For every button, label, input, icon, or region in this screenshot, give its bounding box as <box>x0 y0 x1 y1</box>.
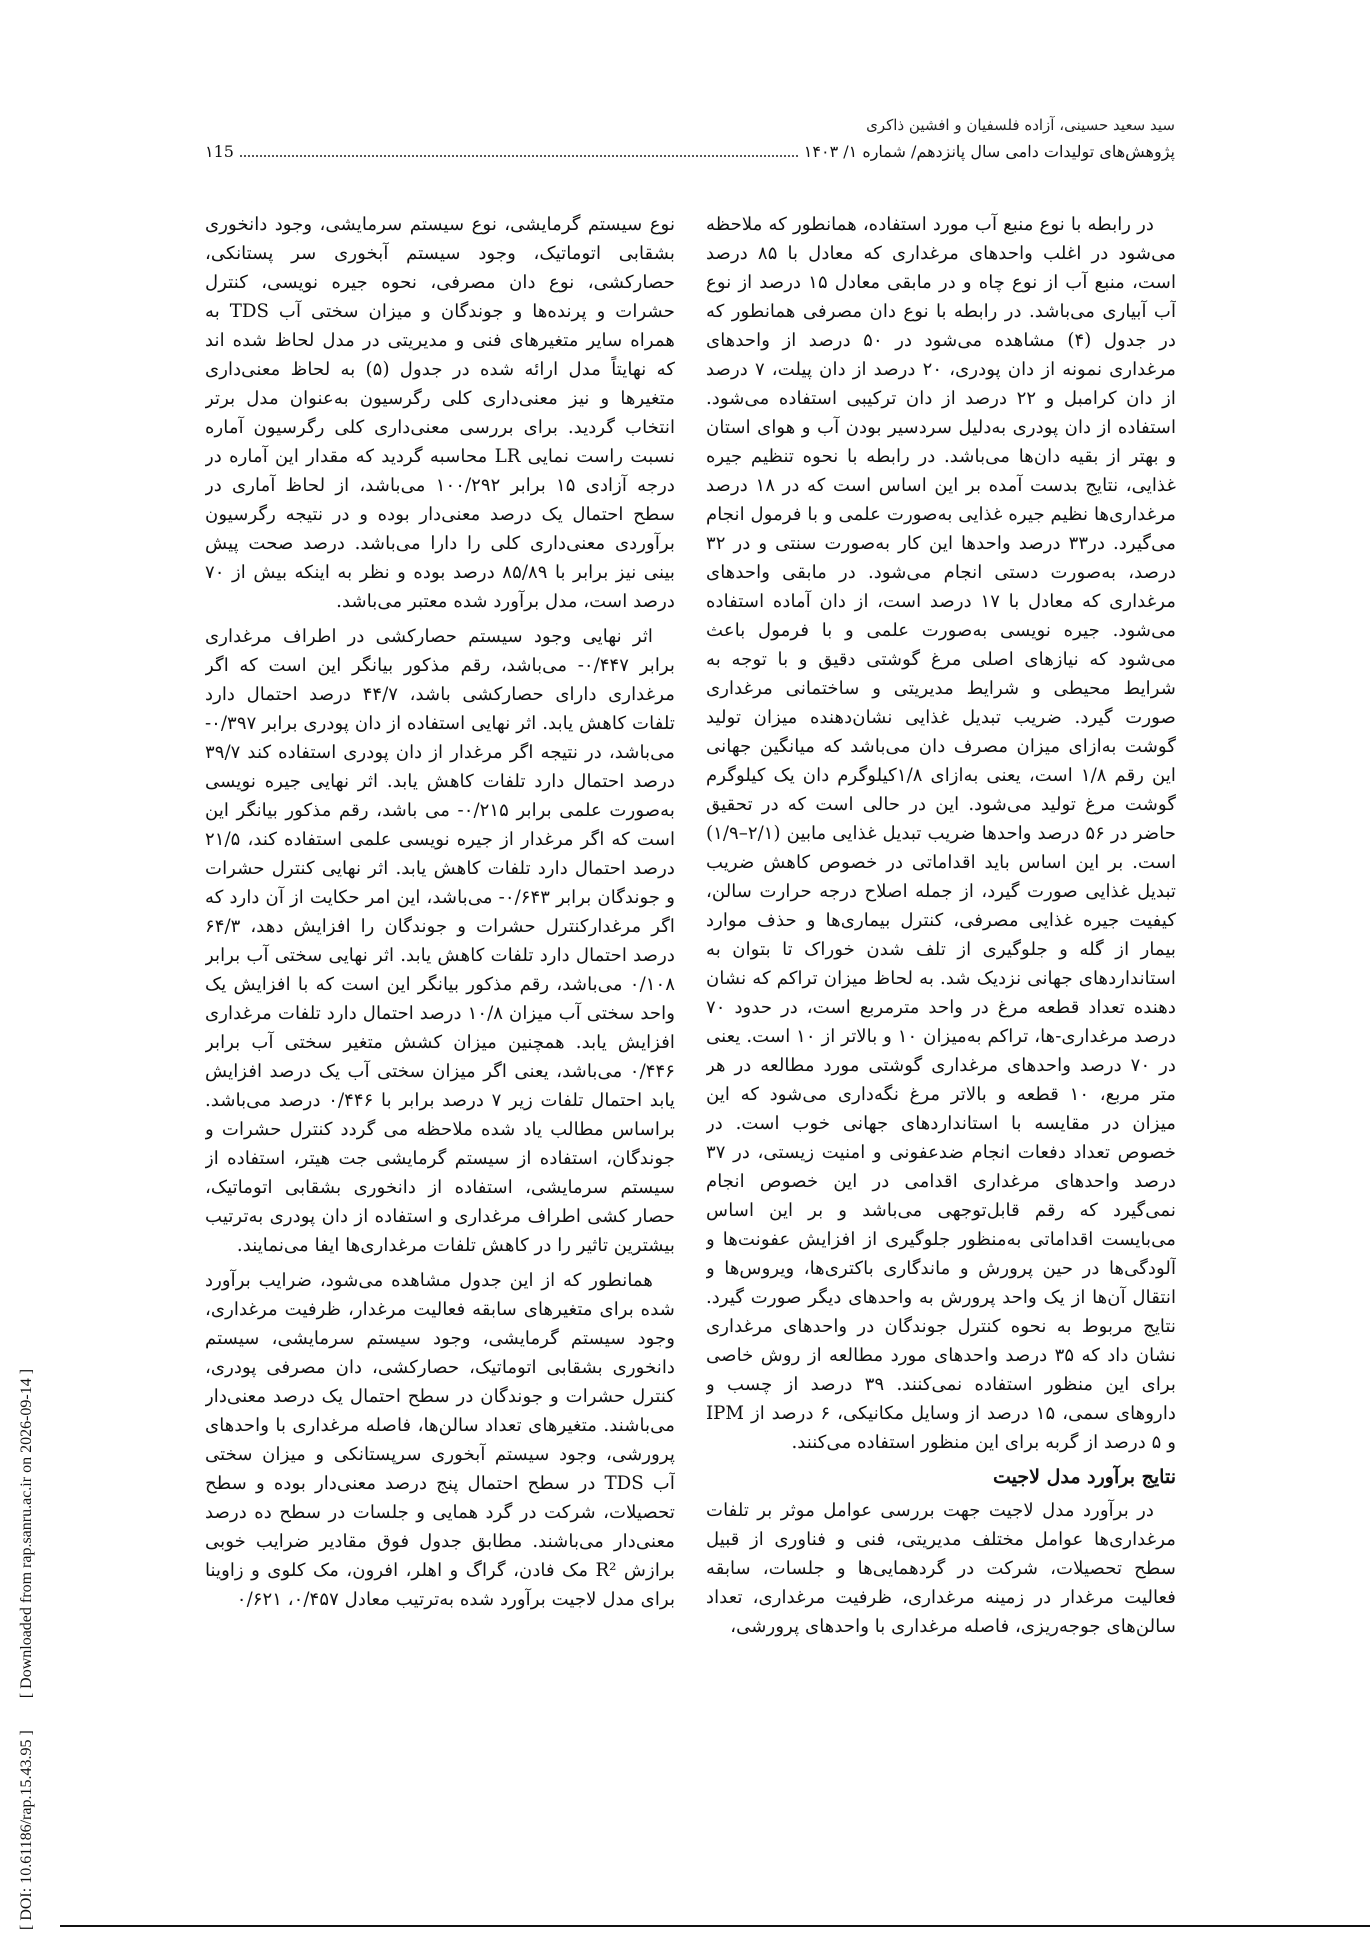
footer-rule <box>60 1925 1370 1927</box>
download-note: [ Downloaded from rap.sanru.ac.ir on 2026-09-14 ] <box>18 1368 35 1699</box>
leader-dots <box>240 155 798 157</box>
running-head-journal: پژوهش‌های تولیدات دامی سال پانزدهم/ شماره ۱/ ۱۴۰۳ <box>803 142 1175 161</box>
section-heading: نتایج برآورد مدل لاجیت <box>993 1466 1176 1488</box>
side-watermark <box>18 1341 36 1930</box>
body-paragraph: در رابطه با نوع منبع آب مورد استفاده، همانطور که ملاحظه می‌شود در اغلب واحدهای مرغداری که معادل با ۸۵ درصد است، منبع آب از نوع چاه و در مابقی معادل ۱۵ درصد از نوع آب آبیاری می‌باشد. در رابطه با نوع دان مصرفی همانطور که در جدول (۴) مشاهده می‌شود در ۵۰ درصد از واحدهای مرغداری نمونه از دان پودری، ۲۰ درصد از دان پیلت، ۷ درصد از دان کرامبل و ۲۲ درصد از دان ترکیبی استفاده می‌شود. استفاده از دان پودری به‌دلیل سردسیر بودن آب و هوای استان و بهتر از بقیه دان‌ها می‌باشد. در رابطه با نحوه تنظیم جیره غذایی، نتایج بدست آمده بر این اساس است که در ۱۸ درصد مرغداری‌ها نظیم جیره غذایی به‌صورت علمی و با فرمول انجام می‌گیرد. در۳۳ درصد واحدها این کار به‌صورت سنتی و در ۳۲ درصد، به‌صورت دستی انجام می‌شود. در مابقی واحدهای مرغداری که معادل با ۱۷ درصد است، از دان آماده استفاده می‌شود. جیره نویسی به‌صورت علمی و با فرمول باعث می‌شود که نیازهای اصلی مرغ گوشتی دقیق و با توجه به شرایط محیطی و شرایط مدیریتی و ساختمانی مرغداری صورت گیرد. ضریب تبدیل غذایی نشان‌دهنده میزان تولید گوشت به‌ازای میزان مصرف دان می‌باشد که میانگین جهانی این رقم ۱/۸ است، یعنی به‌ازای ۱/۸کیلوگرم دان یک کیلوگرم گوشت مرغ تولید می‌شود. این در حالی است که در تحقیق حاضر در ۵۶ درصد واحدها ضریب تبدیل غذایی مابین (۲/۱–۱/۹) است. بر این اساس باید اقداماتی در خصوص کاهش ضریب تبدیل غذایی صورت گیرد، از جمله اصلاح درجه حرارت سالن، کیفیت جیره غذایی مصرفی، کنترل بیماری‌ها و حذف موارد بیمار از گله و جلوگیری از تلف شدن خوراک تا بتوان به استانداردهای جهانی نزدیک شد. به لحاظ میزان تراکم که نشان دهنده تعداد قطعه مرغ در واحد مترمربع است، در حدود ۷۰ درصد مرغداری-ها، تراکم به‌میزان ۱۰ و بالاتر از ۱۰ است. یعنی در ۷۰ درصد واحدهای مرغداری گوشتی مورد مطالعه در هر متر مربع، ۱۰ قطعه و بالاتر مرغ نگه‌داری می‌شود که این میزان در مقایسه با استانداردهای جهانی خوب است. در خصوص تعداد دفعات انجام ضدعفونی و امنیت زیستی، در ۳۷ درصد واحدهای مرغداری اقدامی در این خصوص انجام نمی‌گیرد که رقم قابل‌توجهی می‌باشد و بر این اساس می‌بایست اقداماتی به‌منظور جلوگیری از افزایش عفونت‌ها و آلودگی‌ها در حین پرورش و ماندگاری باکتری‌ها، ویروس‌ها و انتقال آن‌ها از یک واحد پرورش به واحدهای دیگر صورت گیرد. نتایج مربوط به نحوه کنترل جوندگان در واحدهای مرغداری نشان داد که ۳۵ درصد واحدهای مورد مطالعه از روش خاصی برای این منظور استفاده نمی‌کنند. ۳۹ درصد از چسب و داروهای سمی، ۱۵ درصد از وسایل مکانیکی، ۶ درصد از IPM و ۵ درصد از گربه برای این منظور استفاده می‌کنند. <box>706 214 1176 1453</box>
side-margin <box>0 780 60 1940</box>
doi-link[interactable]: [ DOI: 10.61186/rap.15.43.95 ] <box>18 1730 35 1930</box>
page-number: ۱15 <box>205 142 234 161</box>
body-paragraph: نوع سیستم گرمایشی، نوع سیستم سرمایشی، وجود دانخوری بشقابی اتوماتیک، وجود سیستم آبخوری سر پستانکی، حصارکشی، نوع دان مصرفی، نحوه جیره نویسی، کنترل حشرات و پرنده‌ها و جوندگان و میزان سختی آب TDS به همراه سایر متغیرهای فنی و مدیریتی در مدل لحاظ شده اند که نهایتاً مدل ارائه شده در جدول (۵) به لحاظ معنی‌داری متغیرها و نیز معنی‌داری کلی رگرسیون به‌عنوان مدل برتر انتخاب گردید. برای بررسی معنی‌داری کلی رگرسیون آماره نسبت راست نمایی LR محاسبه گردید که مقدار این آماره در درجه آزادی ۱۵ برابر ۱۰۰/۲۹۲ می‌باشد، از لحاظ آماری در سطح احتمال یک درصد معنی‌دار بوده و در نتیجه رگرسیون برآوردی معنی‌داری کلی را دارا می‌باشد. درصد صحت پیش بینی نیز برابر با ۸۵/۸۹ درصد بوده و نظر به اینکه بیش از ۷۰ درصد است، مدل برآورد شده معتبر می‌باشد. <box>205 214 675 612</box>
page-header <box>205 116 1175 162</box>
body-paragraph: در برآورد مدل لاجیت جهت بررسی عوامل موثر بر تلفات مرغداری‌ها عوامل مختلف مدیریتی، فنی و فناوری از قبیل سطح تحصیلات، شرکت در گردهمایی‌ها و جلسات، سابقه فعالیت مرغدار در زمینه مرغداری، ظرفیت مرغداری، تعداد سالن‌های جوجه‌ریزی، فاصله مرغداری با واحدهای پرورشی، <box>706 1500 1176 1637</box>
left-column <box>205 210 675 1700</box>
right-column <box>706 210 1176 1700</box>
running-head-journal-line <box>205 142 1175 162</box>
running-head-authors: سید سعید حسینی، آزاده فلسفیان و افشین ذاکری <box>866 116 1175 134</box>
body-paragraph: اثر نهایی وجود سیستم حصارکشی در اطراف مرغداری برابر ۰/۴۴۷- می‌باشد، رقم مذکور بیانگر این است که اگر مرغداری دارای حصارکشی باشد، ۴۴/۷ درصد احتمال دارد تلفات کاهش یابد. اثر نهایی استفاده از دان پودری برابر ۰/۳۹۷- می‌باشد، در نتیجه اگر مرغدار از دان پودری استفاده کند ۳۹/۷ درصد احتمال دارد تلفات کاهش یابد. اثر نهایی جیره نویسی به‌صورت علمی برابر ۰/۲۱۵- می باشد، رقم مذکور بیانگر این است که اگر مرغدار از جیره نویسی علمی استفاده کند، ۲۱/۵ درصد احتمال دارد تلفات کاهش یابد. اثر نهایی کنترل حشرات و جوندگان برابر ۰/۶۴۳- می‌باشد، این امر حکایت از آن دارد که اگر مرغدارکنترل حشرات و جوندگان را افزایش دهد، ۶۴/۳ درصد احتمال دارد تلفات کاهش یابد. اثر نهایی سختی آب برابر ۰/۱۰۸ می‌باشد، رقم مذکور بیانگر این است که با افزایش یک واحد سختی آب میزان ۱۰/۸ درصد احتمال دارد تلفات مرغداری افزایش یابد. همچنین میزان کشش متغیر سختی آب برابر ۰/۴۴۶ می‌باشد، یعنی اگر میزان سختی آب یک درصد افزایش یابد احتمال تلفات زیر ۷ درصد برابر با ۰/۴۴۶ درصد می‌باشد. براساس مطالب یاد شده ملاحظه می گردد کنترل حشرات و جوندگان، استفاده از سیستم گرمایشی جت هیتر، استفاده از سیستم سرمایشی، استفاده از دانخوری بشقابی اتوماتیک، حصار کشی اطراف مرغداری و استفاده از دان پودری به‌ترتیب بیشترین تاثیر را در کاهش تلفات مرغداری‌ها ایفا می‌نمایند. <box>205 626 675 1256</box>
body-paragraph: همانطور که از این جدول مشاهده می‌شود، ضرایب برآورد شده برای متغیرهای سابقه فعالیت مرغدار، ظرفیت مرغداری، وجود سیستم گرمایشی، وجود سیستم سرمایشی، سیستم دانخوری بشقابی اتوماتیک، حصارکشی، دان مصرفی پودری، کنترل حشرات و جوندگان در سطح احتمال یک درصد معنی‌دار می‌باشند. متغیرهای تعداد سالن‌ها، فاصله مرغداری با واحدهای پرورشی، وجود سیستم آبخوری سرپستانکی و میزان سختی آب TDS در سطح احتمال پنج درصد معنی‌دار بوده و سطح تحصیلات، شرکت در گرد همایی و جلسات در سطح ده درصد معنی‌دار می‌باشند. مطابق جدول فوق مقادیر ضرایب خوبی برازش R² مک فادن، گراگ و اهلر، افرون، مک کلوی و زاوینا برای مدل لاجیت برآورد شده به‌ترتیب معادل ۰/۴۵۷، ۰/۶۲۱ <box>205 1270 675 1610</box>
